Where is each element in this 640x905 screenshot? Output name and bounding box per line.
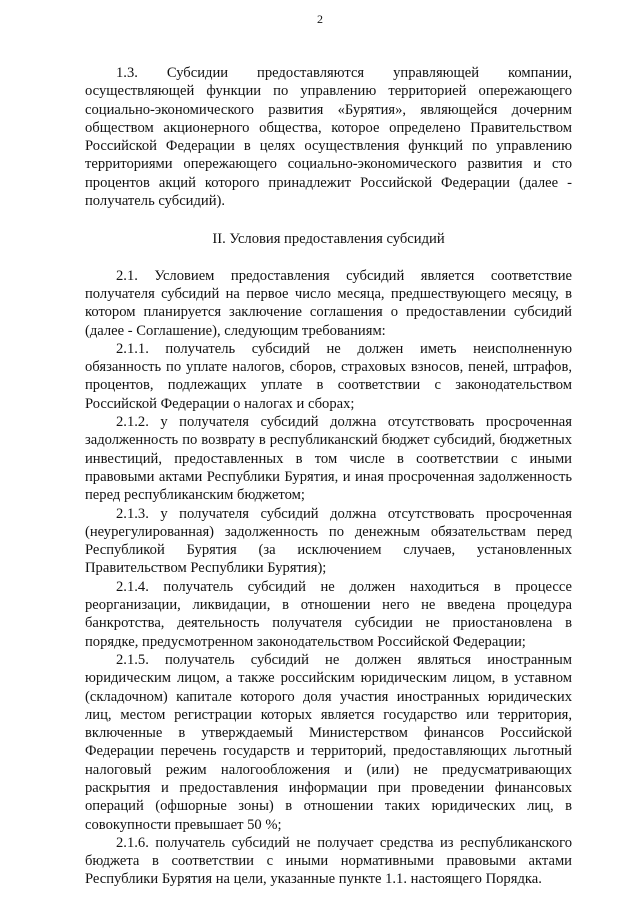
paragraph-2-1-2: 2.1.2. у получателя субсидий должна отсутствовать просроченная задолженность по возврату в республиканский бюджет субсидий, бюджетных инвестиций, предоставленных в том числе в соответствии с иными правовыми актами Республики Бурятия, и иная просроченная задолженность перед республиканским бюджетом; — [85, 414, 572, 504]
paragraph-2-1-4: 2.1.4. получатель субсидий не должен находиться в процессе реорганизации, ликвидации, в отношении него не введена процедура банкротства, деятельность получателя субсидии не приостановлена в порядке, предусмотренном законодательством Российской Федерации; — [85, 578, 572, 650]
document-body — [85, 64, 572, 889]
paragraph-2-1-6: 2.1.6. получатель субсидий не получает средства из республиканского бюджета в соответствии с иными нормативными правовыми актами Республики Бурятия на цели, указанные пункте 1.1. настоящего Порядка. — [85, 834, 572, 888]
paragraph-2-1: 2.1. Условием предоставления субсидий является соответствие получателя субсидий на первое число месяца, предшествующего месяцу, в котором планируется заключение соглашения о предоставлении субсидий (далее - Соглашение), следующим требованиям: — [85, 267, 572, 339]
page-number: 2 — [317, 12, 323, 26]
paragraph-1-3: 1.3. Субсидии предоставляются управляющей компании, осуществляющей функции по управлению территорией опережающего социально-экономического развития «Бурятия», являющейся дочерним обществом акционерного общества, которое определено Правительством Российской Федерации в целях осуществления функций по управлению территориями опережающего социально-экономического развития и сто процентов акций которого принадлежит Российской Федерации (далее - получатель субсидий). — [85, 65, 572, 210]
paragraph-2-1-3: 2.1.3. у получателя субсидий должна отсутствовать просроченная (неурегулированная) задолженность по денежным обязательствам перед Республикой Бурятия (за исключением случаев, установленных Правительством Республики Бурятия); — [85, 505, 572, 577]
paragraph-2-1-1: 2.1.1. получатель субсидий не должен иметь неисполненную обязанность по уплате налогов, сборов, страховых взносов, пеней, штрафов, процентов, подлежащих уплате в соответствии с законодательством Российской Федерации о налогах и сборах; — [85, 340, 572, 412]
paragraph-2-1-5: 2.1.5. получатель субсидий не должен являться иностранным юридическим лицом, а также российским юридическим лицом, в уставном (складочном) капитале которого доля участия иностранных юридических лиц, местом регистрации которых является государство или территория, включенные в утверждаемый Министерством финансов Российской Федерации перечень государств и территорий, предоставляющих льготный налоговый режим налогообложения и (или) не предусматривающих раскрытия и предоставления информации при проведении финансовых операций (офшорные зоны) в отношении таких юридических лиц, в совокупности превышает 50 %; — [85, 651, 572, 833]
section-title: II. Условия предоставления субсидий — [212, 231, 445, 248]
